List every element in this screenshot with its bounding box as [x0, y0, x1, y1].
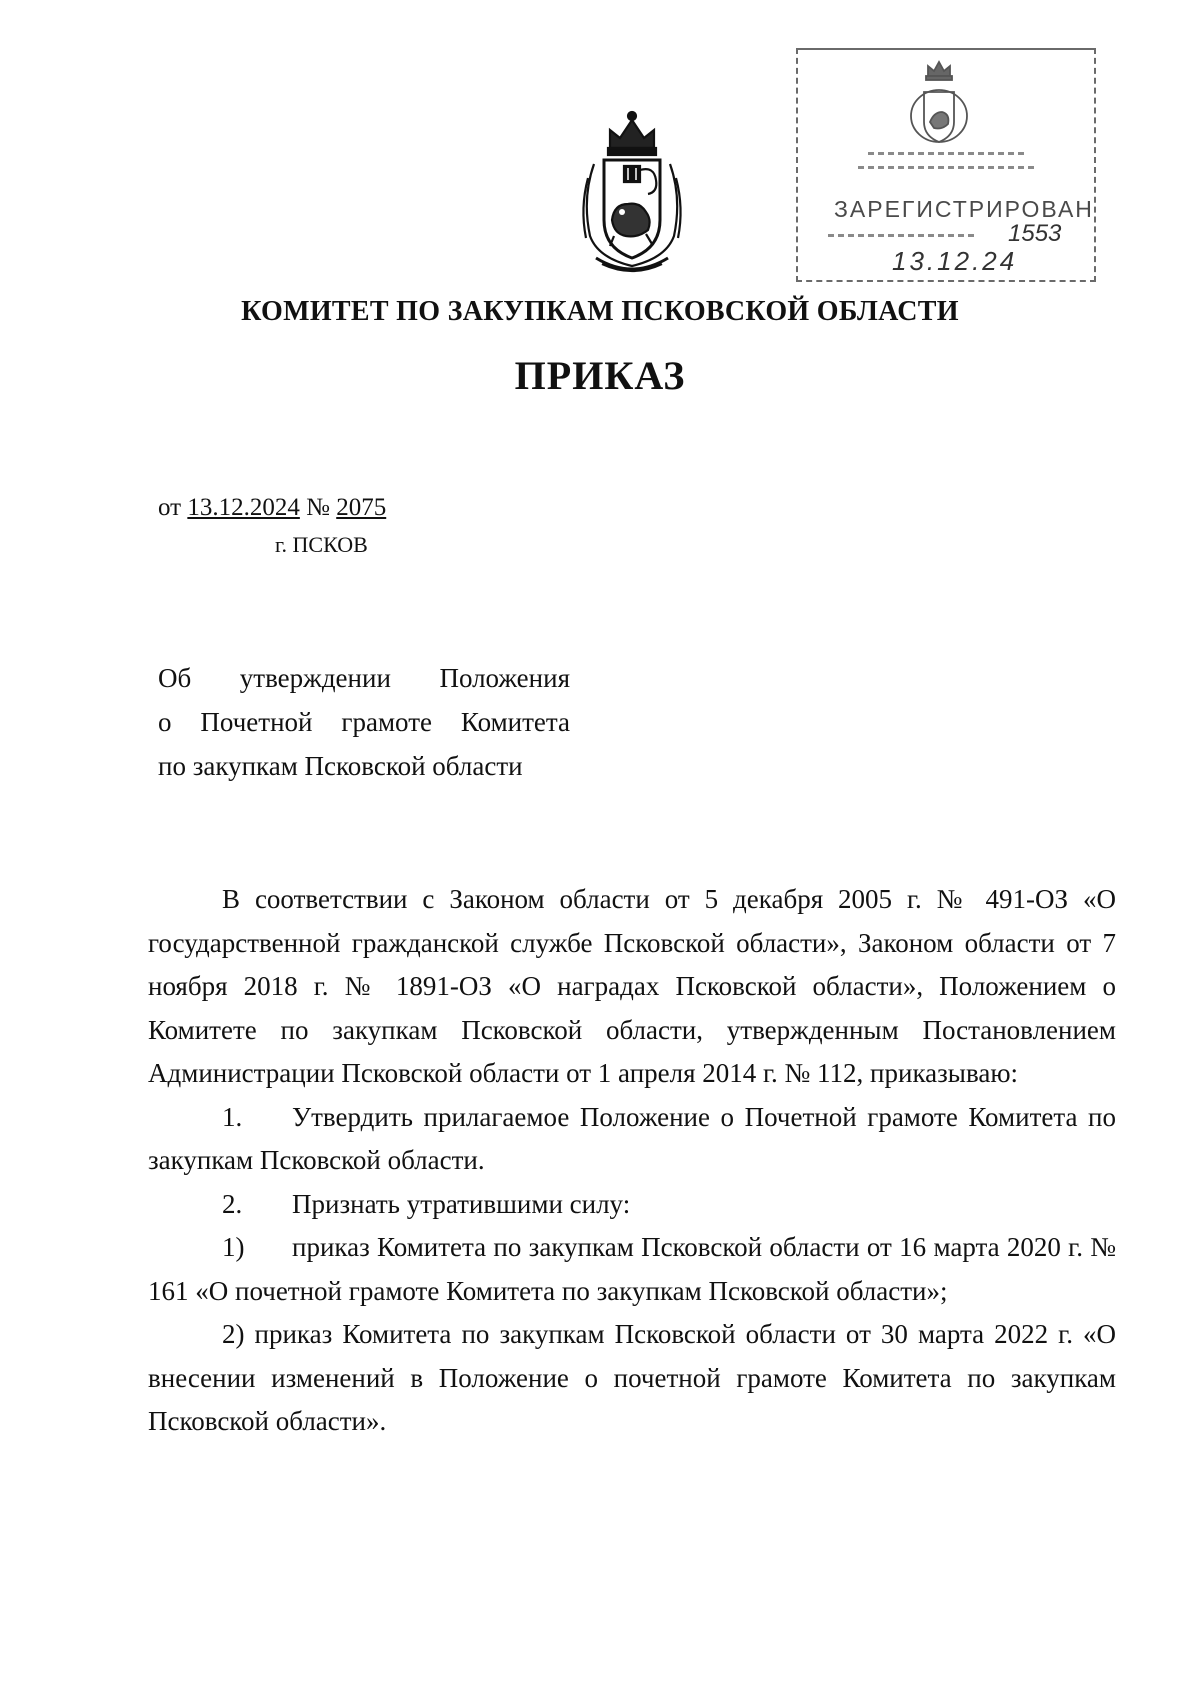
order-number: 2075: [336, 494, 387, 521]
item-number: 1): [222, 1232, 245, 1262]
stamp-reg-date: 13.12.24: [892, 246, 1018, 276]
subject-line: по закупкам Псковской области: [158, 751, 523, 781]
city-label: г. ПСКОВ: [275, 532, 368, 557]
sub-item-paragraph: 2) приказ Комитета по закупкам Псковской области от 30 марта 2022 г. «О внесении изменений в Положение о почетной грамоте Комитета по закупкам Псковской области».: [148, 1319, 1116, 1436]
stamp-faint-line: [858, 166, 1038, 169]
list-item: [148, 1096, 1116, 1183]
item-number: 1.: [222, 1101, 243, 1132]
item-text: приказ Комитета по закупкам Псковской области от 16 марта 2020 г. № 161 «О почетной грамоте Комитета по закупкам Псковской области»;: [148, 1232, 1116, 1306]
stamp-faint-line: [828, 234, 978, 237]
preamble-paragraph: В соответствии с Законом области от 5 декабря 2005 г. № 491-ОЗ «О государственной гражданской службе Псковской области», Законом области от 7 ноября 2018 г. № 1891-ОЗ «О наградах Псковской области», Положением о Комитете по закупкам Псковской области, утвержденным Постановлением Администрации Псковской области от 1 апреля 2014 г. № 112, приказываю:: [148, 884, 1116, 1088]
organization-title: КОМИТЕТ ПО ЗАКУПКАМ ПСКОВСКОЙ ОБЛАСТИ: [241, 296, 959, 327]
item-text: Утвердить прилагаемое Положение о Почетной грамоте Комитета по закупкам Псковской области.: [148, 1101, 1116, 1175]
document-type-title: ПРИКАЗ: [514, 353, 686, 398]
order-body: [148, 878, 1116, 1444]
registration-stamp: [796, 48, 1096, 282]
subject-line: Об утверждении Положения: [158, 663, 570, 693]
number-label: №: [306, 494, 330, 521]
list-item: [148, 1183, 1116, 1227]
item-text: Признать утратившими силу:: [292, 1188, 631, 1219]
from-label: от: [158, 494, 182, 521]
stamp-faint-line: [868, 152, 1028, 155]
date-number-line: [158, 494, 386, 522]
order-date: 13.12.2024: [187, 494, 300, 521]
list-item: [148, 1226, 1116, 1313]
stamp-registered-label: ЗАРЕГИСТРИРОВАН: [834, 196, 1094, 222]
subject-line: о Почетной грамоте Комитета: [158, 707, 570, 737]
stamp-emblem-icon: [904, 60, 974, 146]
item-number: 2.: [222, 1188, 243, 1219]
stamp-reg-number: 1553: [1008, 220, 1062, 247]
coat-of-arms-emblem: [574, 108, 690, 280]
order-subject: [158, 656, 570, 788]
